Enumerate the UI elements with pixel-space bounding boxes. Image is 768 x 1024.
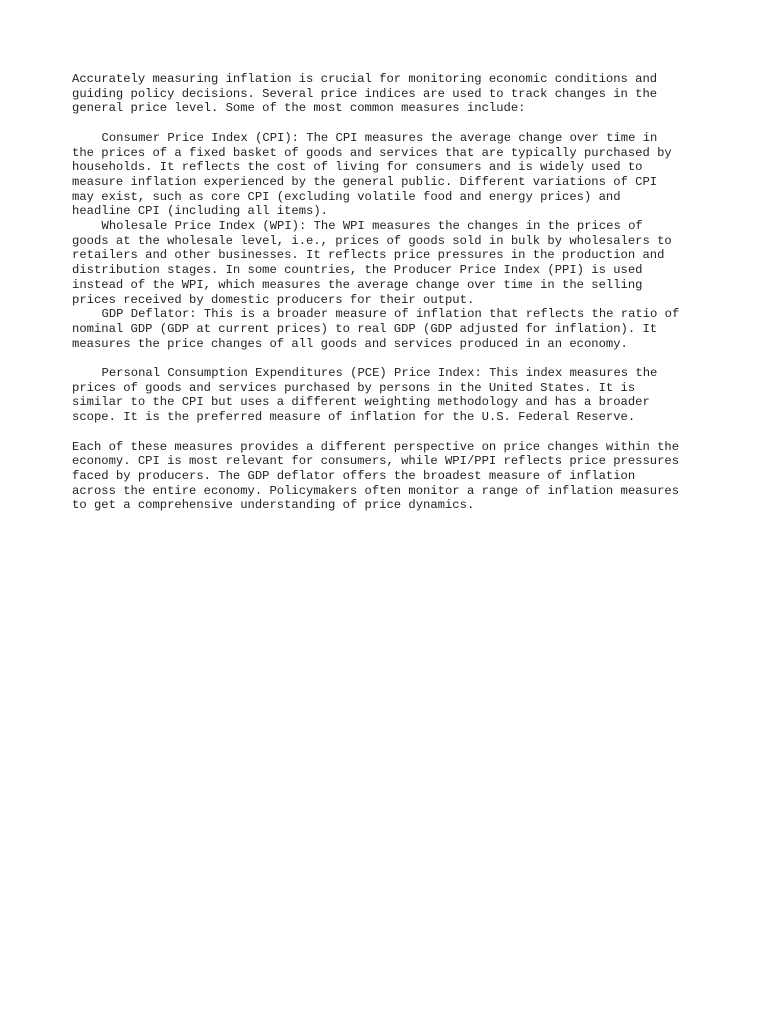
pce-paragraph: Personal Consumption Expenditures (PCE) Price Index: This index measures the prices of goods and services purchased by persons in the United States. It is similar to the CPI but uses a different weighting methodology and has a broader scope. It is the preferred measure of inflation for the U.S. Federal Reserve.: [72, 366, 658, 425]
paragraph-spacer: [72, 425, 702, 440]
intro-paragraph: Accurately measuring inflation is crucial for monitoring economic conditions and guiding policy decisions. Several price indices are used to track changes in the general price level. Some of the most common measures include:: [72, 72, 658, 116]
gdp-deflator-paragraph: GDP Deflator: This is a broader measure of inflation that reflects the ratio of nominal GDP (GDP at current prices) to real GDP (GDP adjusted for inflation). It measures the price changes of all goods and services produced in an economy.: [72, 307, 680, 351]
paragraph-spacer: [72, 351, 702, 366]
document-page: [72, 72, 702, 513]
conclusion-paragraph: Each of these measures provides a different perspective on price changes within the economy. CPI is most relevant for consumers, while WPI/PPI reflects price pressures faced by producers. The GDP deflator offers the broadest measure of inflation across the entire economy. Policymakers often monitor a range of inflation measures to get a comprehensive understanding of price dynamics.: [72, 439, 680, 513]
paragraph-spacer: [72, 116, 702, 131]
cpi-paragraph: Consumer Price Index (CPI): The CPI measures the average change over time in the prices of a fixed basket of goods and services that are typically purchased by households. It reflects the cost of living for consumers and is widely used to measure inflation experienced by the general public. Different variations of CPI may exist, such as core CPI (excluding volatile food and energy prices) and headline CPI (including all items).: [72, 130, 672, 219]
wpi-paragraph: Wholesale Price Index (WPI): The WPI measures the changes in the prices of goods at the wholesale level, i.e., prices of goods sold in bulk by wholesalers to retailers and other businesses. It reflects price pressures in the production and distribution stages. In some countries, the Producer Price Index (PPI) is used instead of the WPI, which measures the average change over time in the selling prices received by domestic producers for their output.: [72, 219, 672, 307]
